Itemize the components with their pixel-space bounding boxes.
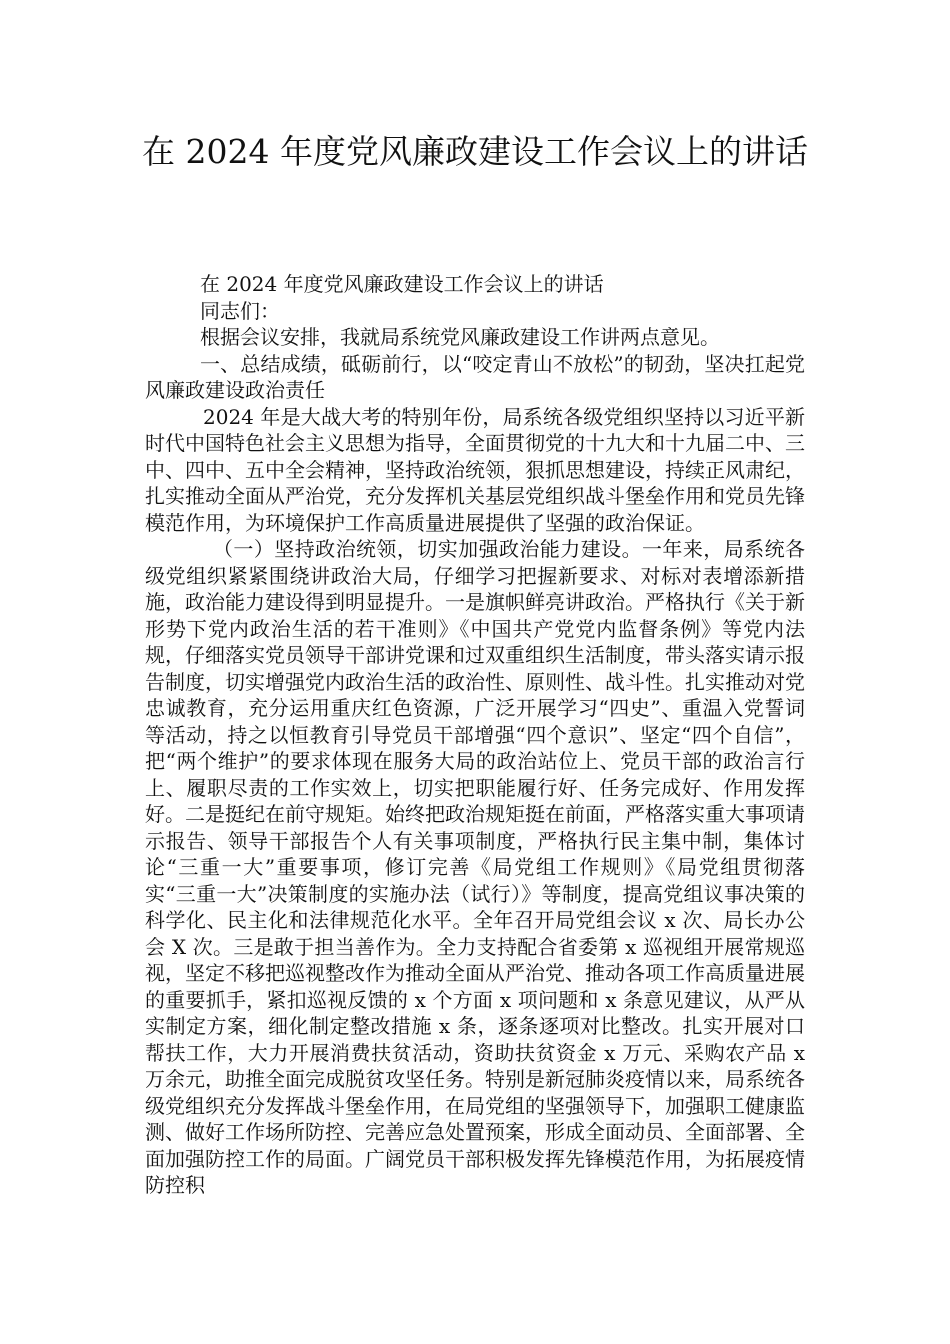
body-paragraph: 2024 年是大战大考的特别年份，局系统各级党组织坚持以习近平新时代中国特色社会主义思想为指导，全面贯彻党的十九大和十九届二中、三中、四中、五中全会精神，坚持政治统领，狠抓思想建设，持续正风肃纪，扎实推动全面从严治党，充分发挥机关基层党组织战斗堡垒作用和党员先锋模范作用，为环境保护工作高质量进展提供了坚强的政治保证。 [145, 404, 805, 535]
document-title: 在 2024 年度党风廉政建设工作会议上的讲话 [142, 132, 808, 171]
subtitle-line: 在 2024 年度党风廉政建设工作会议上的讲话 [200, 272, 604, 296]
body-paragraph: （一）坚持政治统领，切实加强政治能力建设。一年来，局系统各级党组织紧紧围绕讲政治大局，仔细学习把握新要求、对标对表增添新措施，政治能力建设得到明显提升。一是旗帜鲜亮讲政治。严格执行《关于新形势下党内政治生活的若干准则》《中国共产党党内监督条例》等党内法规，仔细落实党员领导干部讲党课和过双重组织生活制度，带头落实请示报告制度，切实增强党内政治生活的政治性、原则性、战斗性。扎实推动对党忠诚教育，充分运用重庆红色资源，广泛开展学习“四史”、重温入党誓词等活动，持之以恒教育引导党员干部增强“四个意识”、坚定“四个自信”，把“两个维护”的要求体现在服务大局的政治站位上、党员干部的政治言行上、履职尽责的工作实效上，切实把职能履行好、任务完成好、作用发挥好。二是挺纪在前守规矩。始终把政治规矩挺在前面，严格落实重大事项请示报告、领导干部报告个人有关事项制度，严格执行民主集中制，集体讨论“三重一大”重要事项，修订完善《局党组工作规则》《局党组贯彻落实“三重一大”决策制度的实施办法（试行）》等制度，提高党组议事决策的科学化、民主化和法律规范化水平。全年召开局党组会议 x 次、局长办公会 X 次。三是敢于担当善作为。全力支持配合省委第 x 巡视组开展常规巡视，坚定不移把巡视整改作为推动全面从严治党、推动各项工作高质量进展的重要抓手，紧扣巡视反馈的 x 个方面 x 项问题和 x 条意见建议，从严从实制定方案，细化制定整改措施 x 条，逐条逐项对比整改。扎实开展对口帮扶工作，大力开展消费扶贫活动，资助扶贫资金 x 万元、采购农产品 x 万余元，助推全面完成脱贫攻坚任务。特别是新冠肺炎疫情以来，局系统各级党组织充分发挥战斗堡垒作用，在局党组的坚强领导下，加强职工健康监测、做好工作场所防控、完善应急处置预案，形成全面动员、全面部署、全面加强防控工作的局面。广阔党员干部积极发挥先锋模范作用，为拓展疫情防控积 [145, 537, 805, 1197]
intro-paragraph: 根据会议安排，我就局系统党风廉政建设工作讲两点意见。 [200, 325, 720, 349]
salutation: 同志们： [200, 298, 280, 323]
document-body [145, 271, 805, 1199]
section-heading: 一、总结成绩，砥砺前行，以“咬定青山不放松”的韧劲，坚决扛起党风廉政建设政治责任 [145, 351, 805, 402]
